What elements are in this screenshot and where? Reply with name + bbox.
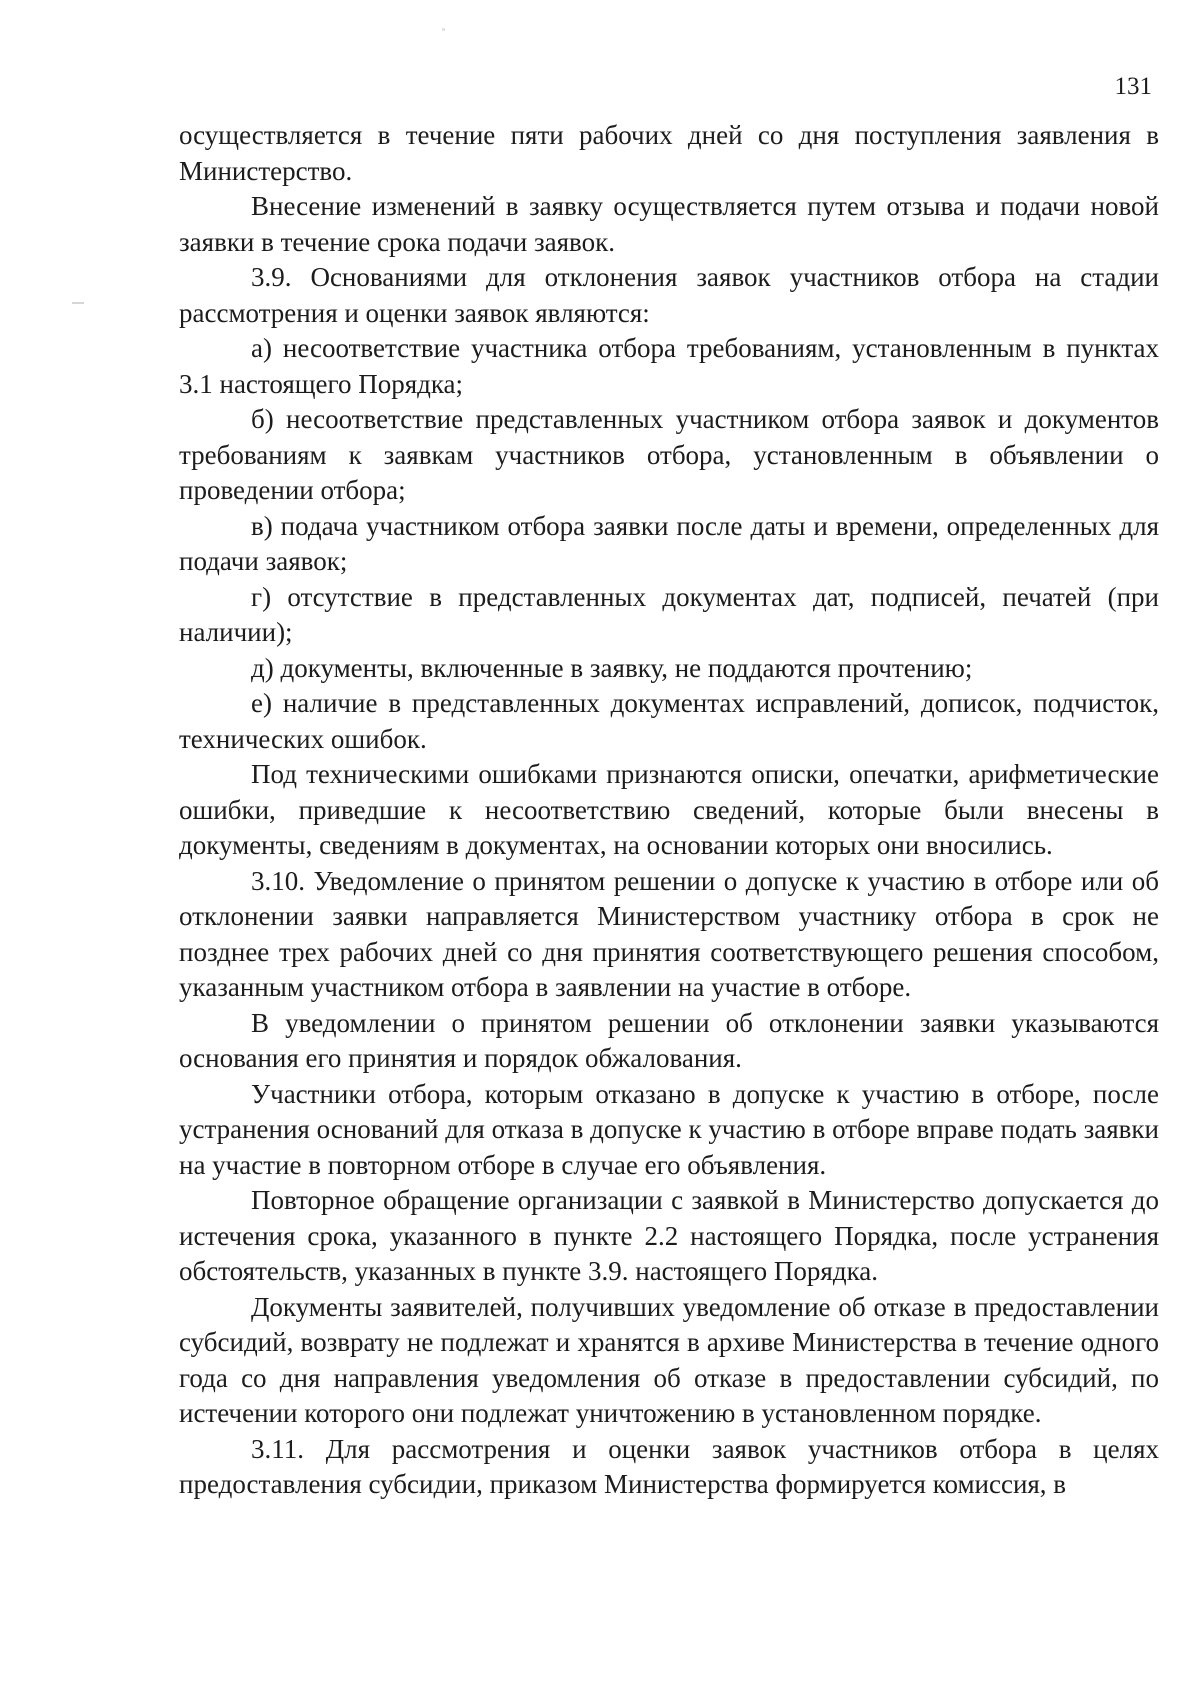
- paragraph: д) документы, включенные в заявку, не поддаются прочтению;: [251, 652, 973, 683]
- paragraph: В уведомлении о принятом решении об отклонении заявки указываются основания его принятия и порядок обжалования.: [179, 1007, 1159, 1073]
- paragraph: б) несоответствие представленных участником отбора заявок и документов требованиям к заявкам участников отбора, установленным в объявлении о проведении отбора;: [179, 404, 1159, 505]
- paragraph: Повторное обращение организации с заявкой в Министерство допускается до истечения срока, указанного в пункте 2.2 настоящего Порядка, после устранения обстоятельств, указанных в пункте 3.9. настоящего Порядка.: [179, 1185, 1159, 1286]
- paragraph: 3.9. Основаниями для отклонения заявок участников отбора на стадии рассмотрения и оценки заявок являются:: [179, 262, 1159, 328]
- page-number: 131: [1114, 73, 1152, 100]
- document-body: [179, 118, 1159, 1503]
- paragraph: Участники отбора, которым отказано в допуске к участию в отборе, после устранения оснований для отказа в допуске к участию в отборе вправе подать заявки на участие в повторном отборе в случае его объявления.: [179, 1078, 1159, 1180]
- scan-artifact: [72, 302, 84, 304]
- paragraph: осуществляется в течение пяти рабочих дней со дня поступления заявления в Министерство.: [179, 120, 1159, 186]
- paragraph: в) подача участником отбора заявки после даты и времени, определенных для подачи заявок;: [179, 510, 1159, 576]
- paragraph: 3.11. Для рассмотрения и оценки заявок участников отбора в целях предоставления субсидии, приказом Министерства формируется комиссия, в: [179, 1433, 1159, 1499]
- paragraph: а) несоответствие участника отбора требованиям, установленным в пунктах 3.1 настоящего Порядка;: [179, 333, 1159, 399]
- paragraph: 3.10. Уведомление о принятом решении о допуске к участию в отборе или об отклонении заявки направляется Министерством участнику отбора в срок не позднее трех рабочих дней со дня принятия соответствующего решения способом, указанным участником отбора в заявлении на участие в отборе.: [179, 865, 1159, 1002]
- paragraph: е) наличие в представленных документах исправлений, дописок, подчисток, технических ошибок.: [179, 688, 1159, 754]
- paragraph: Под техническими ошибками признаются описки, опечатки, арифметические ошибки, приведшие к несоответствию сведений, которые были внесены в документы, сведениям в документах, на основании которых они вносились.: [179, 759, 1159, 860]
- paragraph: Внесение изменений в заявку осуществляется путем отзыва и подачи новой заявки в течение срока подачи заявок.: [179, 191, 1159, 257]
- paragraph: Документы заявителей, получивших уведомление об отказе в предоставлении субсидий, возврату не подлежат и хранятся в архиве Министерства в течение одного года со дня направления уведомления об отказе в предоставлении субсидий, по истечении которого они подлежат уничтожению в установленном порядке.: [179, 1291, 1159, 1428]
- scan-artifact: [442, 28, 445, 31]
- paragraph: г) отсутствие в представленных документах дат, подписей, печатей (при наличии);: [179, 581, 1159, 647]
